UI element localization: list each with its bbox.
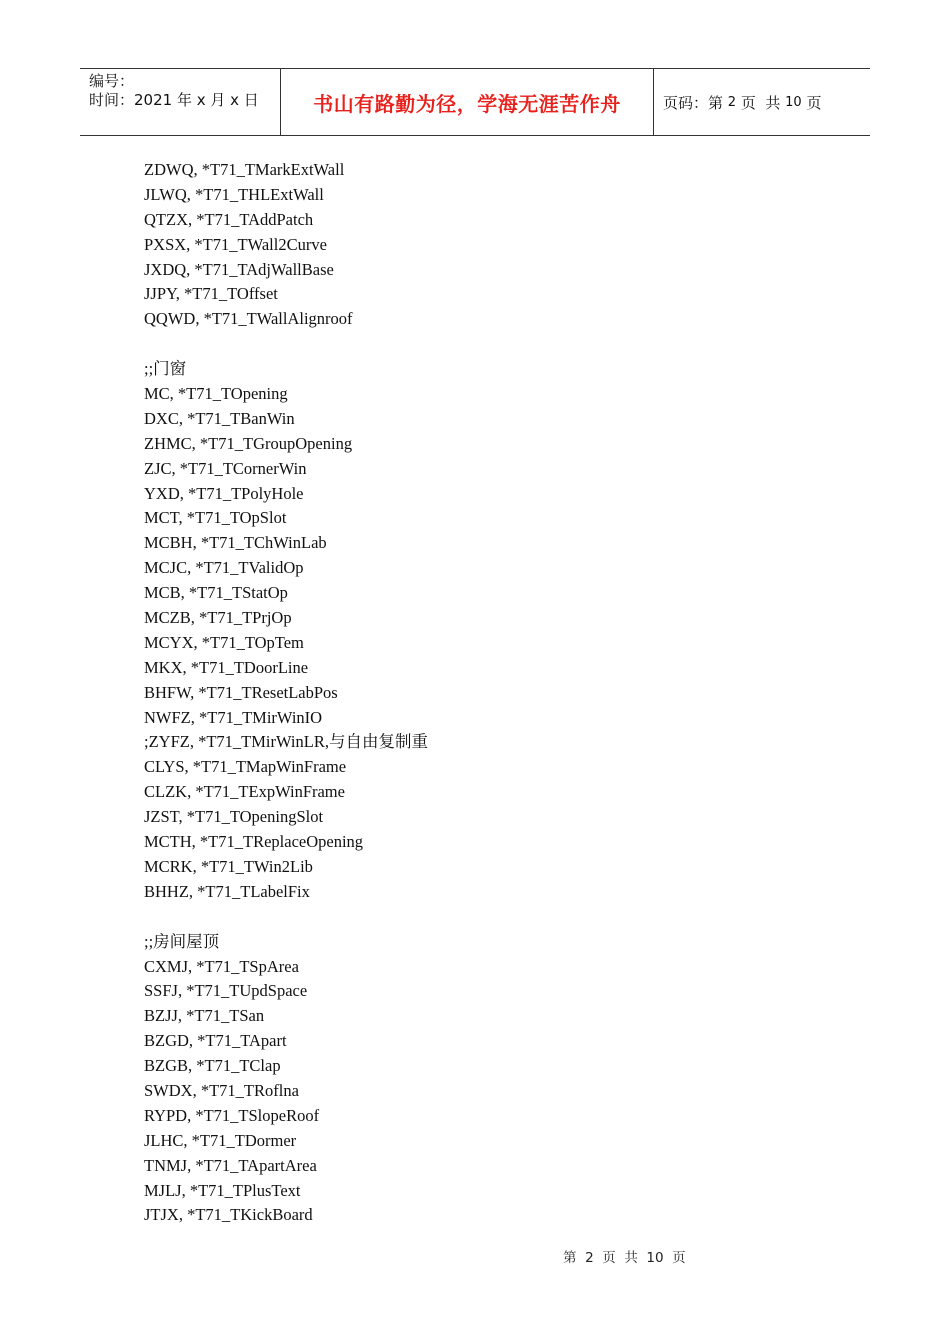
command-alias-line: ZJC, *T71_TCornerWin (144, 458, 307, 478)
command-alias-line: TNMJ, *T71_TApartArea (144, 1155, 317, 1175)
command-alias-line: MCT, *T71_TOpSlot (144, 508, 287, 528)
command-alias-line: JJPY, *T71_TOffset (144, 284, 278, 304)
command-alias-line: JLHC, *T71_TDormer (144, 1130, 297, 1150)
page-total: 10 (785, 94, 802, 110)
command-alias-line: MCZB, *T71_TPrjOp (144, 608, 292, 628)
command-alias-line: SSFJ, *T71_TUpdSpace (144, 981, 308, 1001)
command-alias-line: MJLJ, *T71_TPlusText (144, 1180, 301, 1200)
page-current: 2 (727, 94, 737, 110)
command-alias-line: ZDWQ, *T71_TMarkExtWall (144, 160, 345, 179)
command-alias-line: JLWQ, *T71_THLExtWall (144, 184, 324, 204)
command-alias-line: MCB, *T71_TStatOp (144, 583, 288, 603)
page-suffix: 页 (801, 93, 822, 112)
command-alias-line: BZJJ, *T71_TSan (144, 1006, 265, 1026)
document-body (144, 158, 428, 1228)
page-mid: 页 共 (736, 93, 786, 112)
page-header (80, 68, 870, 136)
command-alias-line: BHHZ, *T71_TLabelFix (144, 881, 310, 901)
command-alias-line: MCJC, *T71_TValidOp (144, 558, 304, 578)
section-heading: ;;房间屋顶 (144, 931, 220, 951)
command-alias-line: BZGD, *T71_TApart (144, 1031, 287, 1051)
section-spacer (144, 905, 428, 930)
command-alias-line: MCRK, *T71_TWin2Lib (144, 856, 313, 876)
command-alias-line: MCTH, *T71_TReplaceOpening (144, 832, 364, 852)
command-alias-line: BHFW, *T71_TResetLabPos (144, 682, 338, 702)
command-alias-line: QTZX, *T71_TAddPatch (144, 209, 314, 229)
document-number-label: 编号： (89, 72, 135, 90)
command-alias-line: ;ZYFZ, *T71_TMirWinLR,与自由复制重 (144, 732, 428, 752)
page-prefix: 页码：第 (663, 93, 728, 112)
header-meta (80, 69, 281, 135)
command-alias-line: DXC, *T71_TBanWin (144, 408, 295, 428)
command-alias-line: BZGB, *T71_TClap (144, 1056, 281, 1076)
command-alias-line: JXDQ, *T71_TAdjWallBase (144, 259, 334, 279)
command-alias-line: YXD, *T71_TPolyHole (144, 483, 304, 503)
section-spacer (144, 332, 428, 357)
page-footer: 第 2 页 共 10 页 (563, 1250, 686, 1266)
command-alias-line: JZST, *T71_TOpeningSlot (144, 807, 324, 827)
command-alias-line: NWFZ, *T71_TMirWinIO (144, 707, 323, 727)
command-alias-line: CXMJ, *T71_TSpArea (144, 956, 299, 976)
command-alias-line: MC, *T71_TOpening (144, 384, 288, 404)
header-motto: 书山有路勤为径，学海无涯苦作舟 (281, 69, 654, 135)
command-alias-line: QQWD, *T71_TWallAlignroof (144, 309, 353, 329)
command-alias-line: MCBH, *T71_TChWinLab (144, 533, 327, 553)
command-alias-line: MCYX, *T71_TOpTem (144, 632, 304, 652)
command-alias-line: JTJX, *T71_TKickBoard (144, 1205, 313, 1225)
command-alias-line: CLZK, *T71_TExpWinFrame (144, 782, 345, 802)
command-alias-line: MKX, *T71_TDoorLine (144, 657, 309, 677)
command-alias-line: PXSX, *T71_TWall2Curve (144, 234, 327, 254)
header-page-indicator (654, 69, 870, 135)
document-time: 时间：2021 年 x 月 x 日 (89, 91, 259, 109)
section-heading: ;;门窗 (144, 359, 187, 379)
command-alias-line: SWDX, *T71_TRoflna (144, 1080, 299, 1100)
command-alias-line: ZHMC, *T71_TGroupOpening (144, 433, 353, 453)
command-alias-line: RYPD, *T71_TSlopeRoof (144, 1105, 320, 1125)
command-alias-line: CLYS, *T71_TMapWinFrame (144, 757, 347, 777)
